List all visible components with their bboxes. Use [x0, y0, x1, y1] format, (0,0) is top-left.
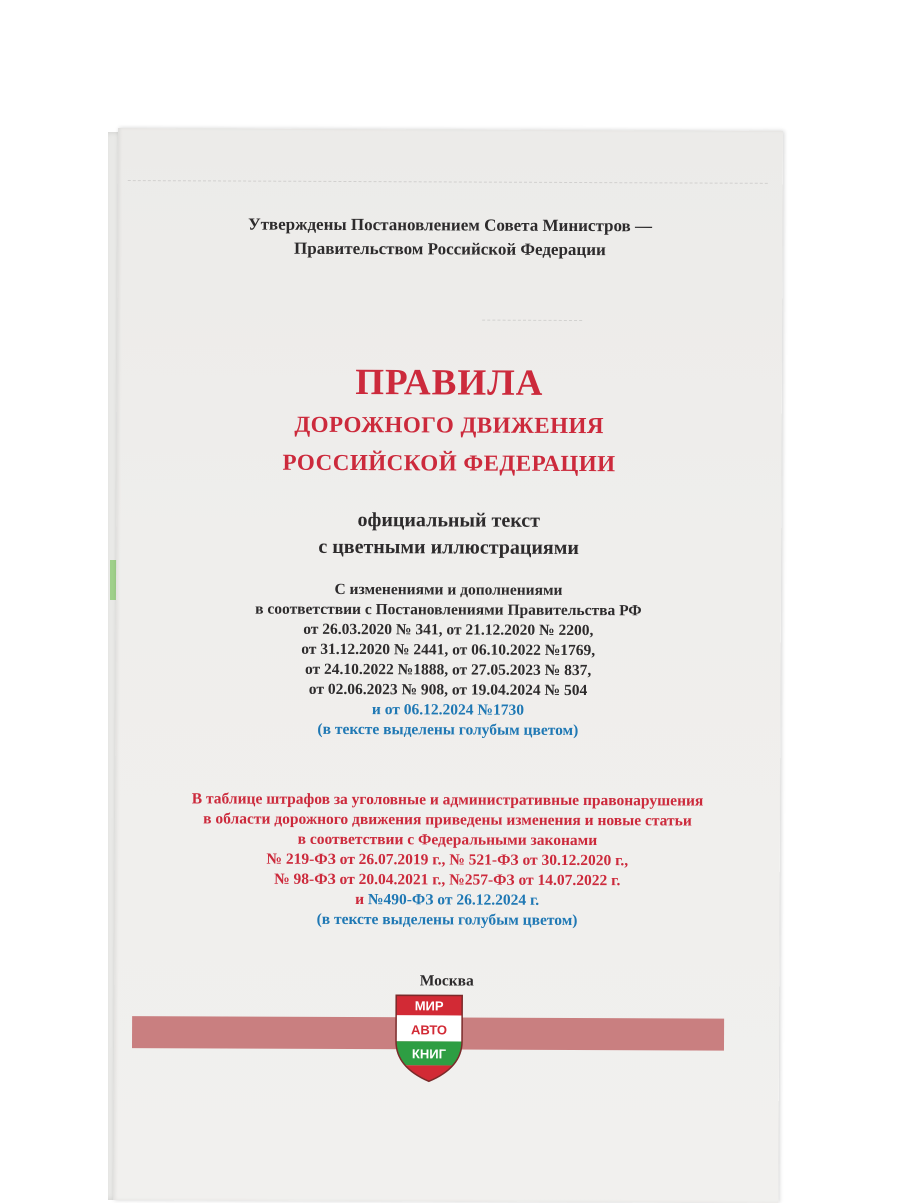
title-main: ПРАВИЛА: [355, 362, 544, 404]
amendments-note: (в тексте выделены голубым цветом): [317, 720, 579, 740]
approved-line-2: Правительством Российской Федерации: [294, 238, 606, 260]
show-through-line: [482, 320, 582, 321]
fines-line: В таблице штрафов за уголовные и административные правонарушения: [191, 790, 704, 810]
title-line-3: РОССИЙСКОЙ ФЕДЕРАЦИИ: [282, 449, 616, 477]
fines-last-prefix: и: [355, 891, 368, 909]
fines-last-highlight: №490-ФЗ от 26.12.2024 г.: [367, 891, 540, 909]
show-through-line: [128, 180, 768, 184]
fines-last-line: [115, 890, 780, 911]
amendments-last-prefix: и от: [371, 701, 404, 719]
amendments-line: от 31.12.2020 № 2441, от 06.10.2022 №1769,: [301, 640, 596, 660]
logo-word-3: КНИГ: [411, 1046, 447, 1062]
logo-word-2: АВТО: [411, 1022, 448, 1038]
booklet-cover: [113, 128, 783, 1203]
fines-line: в соответствии с Федеральными законами: [297, 830, 598, 850]
fines-line: № 219-ФЗ от 26.07.2019 г., № 521-ФЗ от 30.12.2020 г.,: [266, 850, 629, 870]
amendments-line: от 24.10.2022 №1888, от 27.05.2023 № 837,: [304, 660, 592, 680]
fines-note: (в тексте выделены голубым цветом): [316, 910, 578, 930]
subtitle-line-2: с цветными иллюстрациями: [318, 535, 579, 560]
amendments-line: в соответствии с Постановлениями Правительства РФ: [255, 600, 642, 620]
fines-line: № 98-ФЗ от 20.04.2021 г., №257-ФЗ от 14.07.2022 г.: [274, 870, 621, 890]
publisher-logo: [392, 991, 466, 1083]
publisher-city: Москва: [419, 972, 474, 990]
amendments-last-highlight: 06.12.2024 №1730: [403, 701, 525, 719]
fines-line: в области дорожного движения приведены изменения и новые статьи: [203, 810, 692, 830]
approved-line-1: Утверждены Постановлением Совета Министров —: [248, 214, 653, 236]
amendments-line: С изменениями и дополнениями: [334, 580, 563, 599]
amendments-line: от 02.06.2023 № 908, от 19.04.2024 № 504: [308, 680, 588, 700]
amendments-last-line: [115, 700, 780, 721]
amendments-line: от 26.03.2020 № 341, от 21.12.2020 № 2200,: [303, 620, 594, 640]
subtitle-line-1: официальный текст: [357, 509, 541, 532]
logo-word-1: МИР: [414, 998, 444, 1014]
title-line-2: ДОРОЖНОГО ДВИЖЕНИЯ: [294, 411, 605, 439]
